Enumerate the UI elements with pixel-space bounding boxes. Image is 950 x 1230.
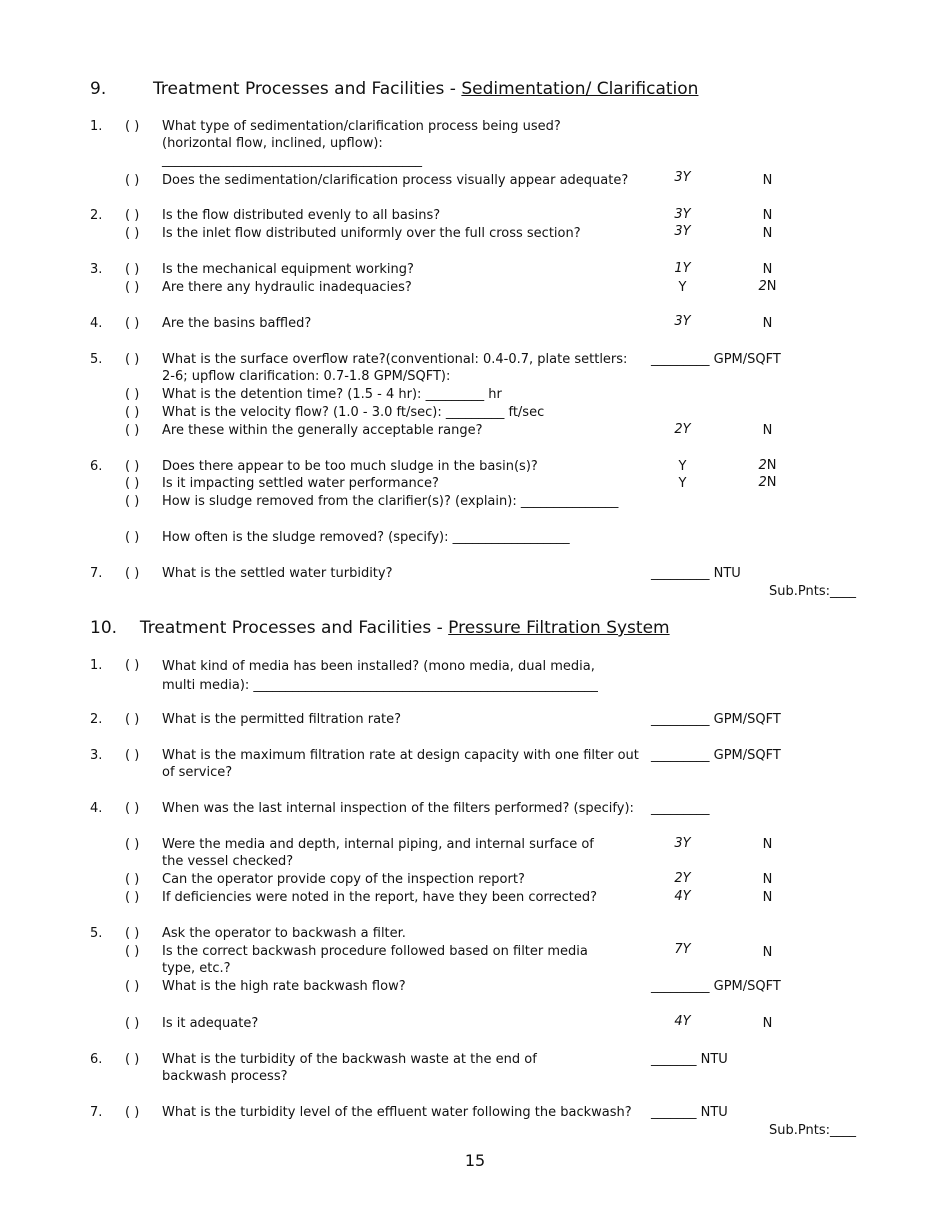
yes-label: Y	[682, 224, 691, 239]
yes-label: Y	[678, 280, 687, 295]
question-text: What is the velocity flow? (1.0 - 3.0 ft/sec): _________ ft/sec	[162, 405, 545, 420]
check-box[interactable]: ( )	[125, 926, 140, 941]
question-text: What is the permitted filtration rate?	[162, 712, 402, 727]
question-text: What is the settled water turbidity?	[162, 566, 393, 581]
subtotal-points[interactable]: Sub.Pnts:____	[769, 584, 856, 599]
no-option[interactable]	[740, 225, 795, 242]
yes-option[interactable]	[660, 421, 705, 438]
question-number: 6.	[90, 1052, 103, 1067]
section-title-text: Treatment Processes and Facilities -	[139, 618, 449, 638]
question-number: 7.	[90, 566, 103, 581]
section-title-topic: Sedimentation/ Clarification	[461, 79, 699, 99]
answer-blank[interactable]: _________ GPM/SQFT	[651, 748, 781, 763]
question-number: 6.	[90, 459, 103, 474]
check-box[interactable]: ( )	[125, 566, 140, 581]
answer-blank[interactable]: _________	[651, 801, 710, 816]
question-text: What is the detention time? (1.5 - 4 hr): _________ hr	[162, 387, 502, 402]
check-box[interactable]: ( )	[125, 712, 140, 727]
no-label: N	[762, 208, 773, 223]
check-box[interactable]: ( )	[125, 1016, 140, 1031]
question-text: What kind of media has been installed? (mono media, dual media, multi media): _____________________________________________________	[162, 659, 598, 693]
question-text: Does the sedimentation/clarification process visually appear adequate?	[162, 173, 629, 188]
question-text: Are there any hydraulic inadequacies?	[162, 280, 412, 295]
yes-label: Y	[682, 889, 691, 904]
check-box[interactable]: ( )	[125, 387, 140, 402]
no-label: N	[762, 837, 773, 852]
question-text: Can the operator provide copy of the inspection report?	[162, 872, 525, 887]
no-label: N	[766, 279, 777, 294]
section-10-title	[90, 618, 670, 638]
yes-label: Y	[682, 207, 691, 222]
no-label: N	[766, 458, 777, 473]
check-box[interactable]: ( )	[125, 494, 140, 509]
question-text: Is the mechanical equipment working?	[162, 262, 414, 277]
check-box[interactable]: ( )	[125, 979, 140, 994]
no-option[interactable]	[740, 278, 795, 295]
section-title-topic: Pressure Filtration System	[448, 618, 670, 638]
no-option[interactable]	[740, 315, 795, 332]
no-label: N	[762, 945, 773, 960]
answer-blank[interactable]: _______ NTU	[651, 1052, 728, 1067]
page-number: 15	[464, 1151, 486, 1170]
no-option[interactable]	[740, 889, 795, 906]
question-number: 5.	[90, 352, 103, 367]
check-box[interactable]: ( )	[125, 423, 140, 438]
question-number: 7.	[90, 1105, 103, 1120]
answer-blank[interactable]: _________ GPM/SQFT	[651, 712, 781, 727]
no-label: N	[766, 475, 777, 490]
section-number: 9.	[90, 79, 107, 99]
yes-points: 3	[674, 836, 683, 851]
question-number: 1.	[90, 658, 103, 673]
question-number: 4.	[90, 316, 103, 331]
question-number: 1.	[90, 119, 103, 134]
check-box[interactable]: ( )	[125, 1052, 140, 1067]
question-number: 3.	[90, 748, 103, 763]
yes-points: 3	[674, 224, 683, 239]
check-box[interactable]: ( )	[125, 262, 140, 277]
no-label: N	[762, 890, 773, 905]
check-box[interactable]: ( )	[125, 837, 140, 852]
no-option[interactable]	[740, 457, 795, 474]
yes-label: Y	[682, 261, 691, 276]
subtotal-points[interactable]: Sub.Pnts:____	[769, 1123, 856, 1138]
check-box[interactable]: ( )	[125, 1105, 140, 1120]
question-number: 5.	[90, 926, 103, 941]
check-box[interactable]: ( )	[125, 316, 140, 331]
question-text: What is the maximum filtration rate at design capacity with one filter out of service?	[162, 748, 639, 780]
check-box[interactable]: ( )	[125, 801, 140, 816]
question-number: 2.	[90, 208, 103, 223]
no-option[interactable]	[740, 207, 795, 224]
no-label: N	[762, 1016, 773, 1031]
check-box[interactable]: ( )	[125, 173, 140, 188]
question-text: How is sludge removed from the clarifier(s)? (explain): _______________	[162, 494, 619, 509]
check-box[interactable]: ( )	[125, 226, 140, 241]
answer-blank[interactable]: _________ GPM/SQFT	[651, 979, 781, 994]
check-box[interactable]: ( )	[125, 748, 140, 763]
no-option[interactable]	[740, 944, 795, 961]
question-text: What is the high rate backwash flow?	[162, 979, 406, 994]
question-text: What is the turbidity of the backwash waste at the end of backwash process?	[162, 1052, 537, 1084]
yes-option[interactable]	[660, 206, 705, 223]
question-text: Ask the operator to backwash a filter.	[162, 926, 406, 941]
no-points: 2	[758, 279, 767, 294]
yes-label: Y	[678, 476, 687, 491]
no-label: N	[762, 872, 773, 887]
yes-label: Y	[678, 459, 687, 474]
question-number: 4.	[90, 801, 103, 816]
yes-label: Y	[682, 871, 691, 886]
check-box[interactable]: ( )	[125, 352, 140, 367]
no-option[interactable]	[740, 422, 795, 439]
no-label: N	[762, 226, 773, 241]
no-label: N	[762, 173, 773, 188]
yes-option[interactable]	[660, 313, 705, 330]
yes-points: 2	[674, 871, 683, 886]
no-points: 2	[758, 458, 767, 473]
yes-points: 4	[674, 889, 683, 904]
yes-points: 3	[674, 314, 683, 329]
yes-points: 2	[674, 422, 683, 437]
yes-label: Y	[682, 422, 691, 437]
yes-option[interactable]	[660, 888, 705, 905]
question-text: Are these within the generally acceptable range?	[162, 423, 483, 438]
no-label: N	[762, 423, 773, 438]
yes-option[interactable]	[660, 223, 705, 240]
no-label: N	[762, 316, 773, 331]
check-box[interactable]: ( )	[125, 872, 140, 887]
yes-option[interactable]	[660, 260, 705, 277]
yes-points: 1	[674, 261, 683, 276]
section-number: 10.	[90, 618, 118, 638]
question-text: Is the correct backwash procedure followed based on filter media type, etc.?	[162, 944, 588, 976]
yes-label: Y	[682, 1014, 691, 1029]
check-box[interactable]: ( )	[125, 459, 140, 474]
answer-blank[interactable]: _________ GPM/SQFT	[651, 352, 781, 367]
yes-option[interactable]	[660, 870, 705, 887]
yes-points: 3	[674, 170, 683, 185]
question-number: 2.	[90, 712, 103, 727]
check-box[interactable]: ( )	[125, 280, 140, 295]
section-title-text: Treatment Processes and Facilities -	[153, 79, 462, 99]
yes-option[interactable]	[660, 458, 705, 475]
no-option[interactable]	[740, 836, 795, 853]
yes-points: 4	[674, 1014, 683, 1029]
question-text: Is the inlet flow distributed uniformly over the full cross section?	[162, 226, 581, 241]
no-label: N	[762, 262, 773, 277]
answer-blank[interactable]: _______ NTU	[651, 1105, 728, 1120]
question-text: Were the media and depth, internal piping, and internal surface of the vessel checked?	[162, 837, 594, 869]
question-text: Is the flow distributed evenly to all basins?	[162, 208, 441, 223]
question-text: Are the basins baffled?	[162, 316, 312, 331]
no-option[interactable]	[740, 261, 795, 278]
question-text: Does there appear to be too much sludge in the basin(s)?	[162, 459, 538, 474]
no-option[interactable]	[740, 172, 795, 189]
question-text: If deficiencies were noted in the report, have they been corrected?	[162, 890, 598, 905]
question-text: How often is the sludge removed? (specify): __________________	[162, 530, 570, 545]
question-text: What is the turbidity level of the effluent water following the backwash?	[162, 1105, 632, 1120]
answer-blank[interactable]: _________ NTU	[651, 566, 741, 581]
check-box[interactable]: ( )	[125, 530, 140, 545]
question-text: When was the last internal inspection of the filters performed? (specify):	[162, 801, 634, 816]
check-box[interactable]: ( )	[125, 658, 140, 673]
check-box[interactable]: ( )	[125, 405, 140, 420]
question-text: Is it impacting settled water performance?	[162, 476, 439, 491]
yes-option[interactable]	[660, 279, 705, 296]
yes-points: 3	[674, 207, 683, 222]
no-option[interactable]	[740, 474, 795, 491]
yes-option[interactable]	[660, 941, 705, 958]
yes-option[interactable]	[660, 1013, 705, 1030]
yes-option[interactable]	[660, 169, 705, 186]
check-box[interactable]: ( )	[125, 119, 140, 134]
yes-option[interactable]	[660, 475, 705, 492]
question-text: Is it adequate?	[162, 1016, 259, 1031]
section-9-title	[90, 79, 698, 99]
yes-points: 7	[674, 942, 683, 957]
check-box[interactable]: ( )	[125, 208, 140, 223]
yes-label: Y	[682, 314, 691, 329]
check-box[interactable]: ( )	[125, 476, 140, 491]
yes-label: Y	[682, 170, 691, 185]
yes-label: Y	[682, 836, 691, 851]
question-text: What is the surface overflow rate?(conventional: 0.4-0.7, plate settlers: 2-6; upflow clarification: 0.7-1.8 GPM/SQFT):	[162, 352, 628, 384]
yes-label: Y	[682, 942, 691, 957]
question-text: What type of sedimentation/clarification process being used? (horizontal flow, inclined, upflow): ________________________________________	[162, 119, 561, 168]
no-points: 2	[758, 475, 767, 490]
no-option[interactable]	[740, 1015, 795, 1032]
yes-option[interactable]	[660, 835, 705, 852]
no-option[interactable]	[740, 871, 795, 888]
question-number: 3.	[90, 262, 103, 277]
check-box[interactable]: ( )	[125, 944, 140, 959]
check-box[interactable]: ( )	[125, 890, 140, 905]
